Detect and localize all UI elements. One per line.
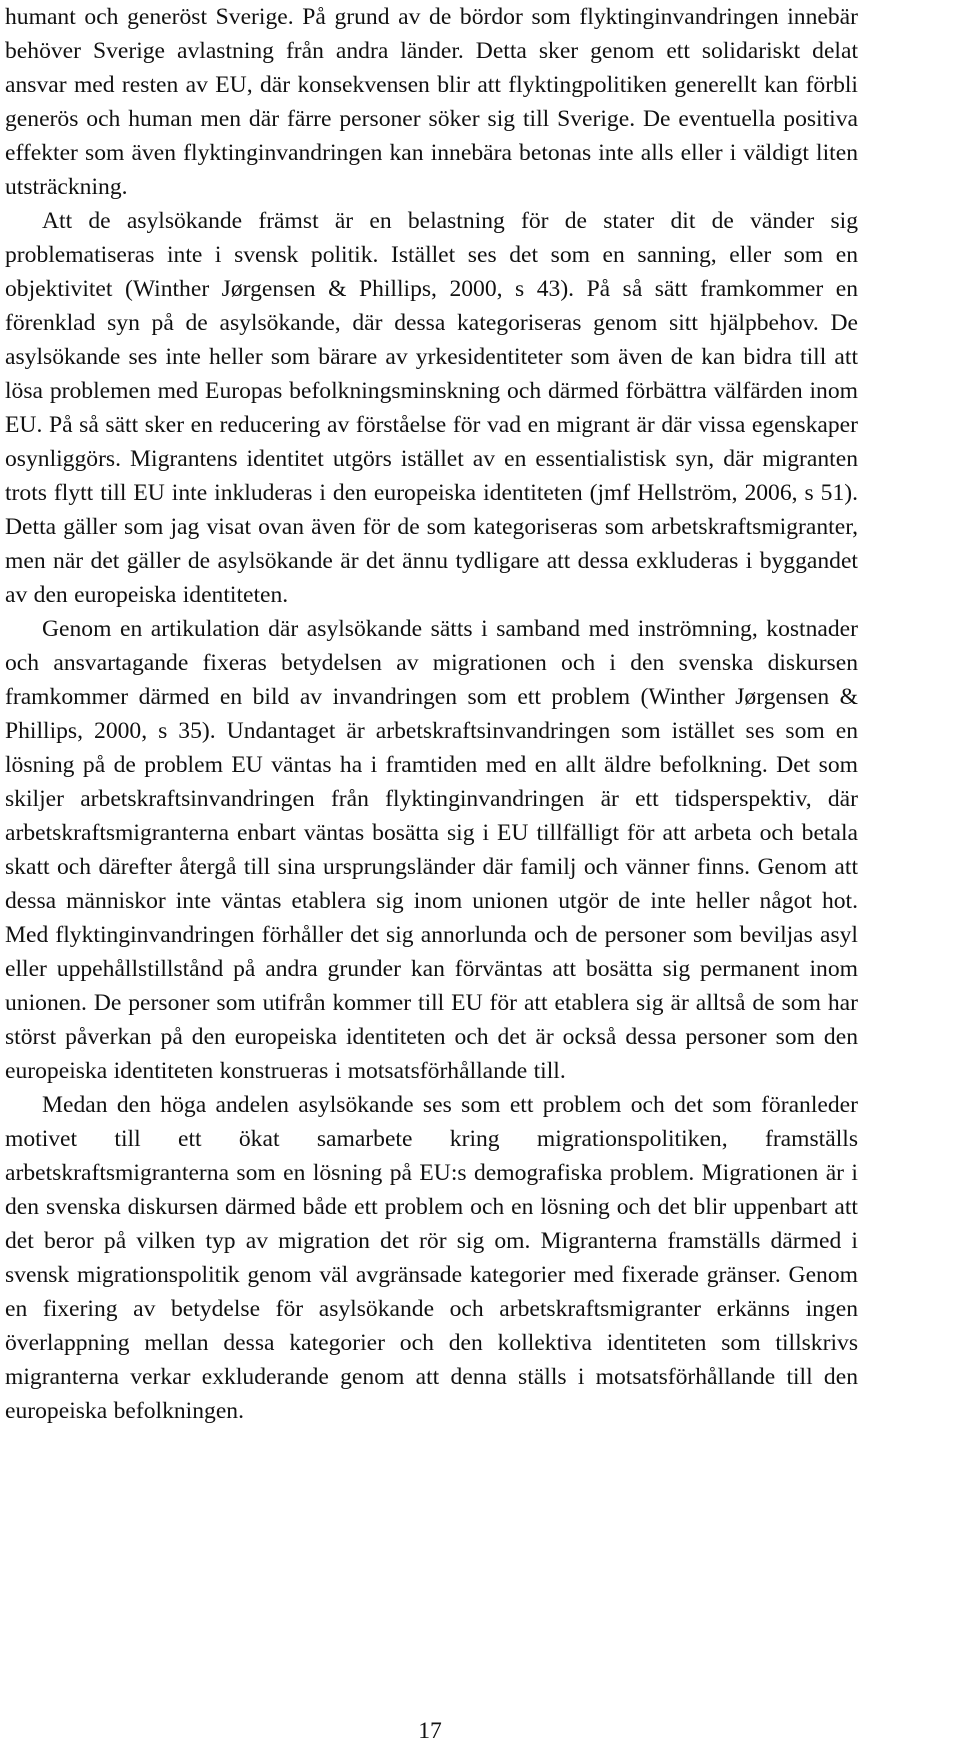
paragraph-3: Genom en artikulation där asylsökande sätts i samband med inströmning, kostnader och ansvartagande fixeras betydelsen av migrationen och i den svenska diskursen framkommer därmed en bild av invandringen som ett problem (Winther Jørgensen & Phillips, 2000, s 35). Undantaget är arbetskraftsinvandringen som istället ses som en lösning på de problem EU väntas ha i framtiden med en allt äldre befolkning. Det som skiljer arbetskraftsinvandringen från flyktinginvandringen är ett tidsperspektiv, där arbetskraftsmigranterna enbart väntas bosätta sig i EU tillfälligt för att arbeta och betala skatt och därefter återgå till sina ursprungsländer där familj och vänner finns. Genom att dessa människor inte väntas etablera sig inom unionen utgör de inte heller något hot. Med flyktinginvandringen förhåller det sig annorlunda och de personer som beviljas asyl eller uppehållstillstånd på andra grunder kan förväntas att bosätta sig permanent inom unionen. De personer som utifrån kommer till EU för att etablera sig är alltså de som har störst påverkan på den europeiska identiteten och det är också dessa personer som den europeiska identiteten konstrueras i motsatsförhållande till. xyxy=(5,616,858,1084)
paragraph-1: humant och generöst Sverige. På grund av de bördor som flyktinginvandringen innebär behöver Sverige avlastning från andra länder. Detta sker genom ett solidariskt delat ansvar med resten av EU, där konsekvensen blir att flyktingpolitiken generellt kan förbli generös och human men där färre personer söker sig till Sverige. De eventuella positiva effekter som även flyktinginvandringen kan innebära betonas inte alls eller i väldigt liten utsträckning. xyxy=(5,4,858,200)
document-page xyxy=(5,0,858,1428)
paragraph-2: Att de asylsökande främst är en belastning för de stater dit de vänder sig problematiseras inte i svensk politik. Istället ses det som en sanning, eller som en objektivitet (Winther Jørgensen & Phillips, 2000, s 43). På så sätt framkommer en förenklad syn på de asylsökande, där dessa kategoriseras genom sitt hjälpbehov. De asylsökande ses inte heller som bärare av yrkesidentiteter som även de kan bidra till att lösa problemen med Europas befolkningsminskning och därmed förbättra välfärden inom EU. På så sätt sker en reducering av förståelse för vad en migrant är där vissa egenskaper osynliggörs. Migrantens identitet utgörs istället av en essentialistisk syn, där migranten trots flytt till EU inte inkluderas i den europeiska identiteten (jmf Hellström, 2006, s 51). Detta gäller som jag visat ovan även för de som kategoriseras som arbetskraftsmigranter, men när det gäller de asylsökande är det ännu tydligare att dessa exkluderas i byggandet av den europeiska identiteten. xyxy=(5,208,858,608)
page-number: 17 xyxy=(418,1718,442,1744)
paragraph-4: Medan den höga andelen asylsökande ses som ett problem och det som föranleder motivet till ett ökat samarbete kring migrationspolitiken, framställs arbetskraftsmigranterna som en lösning på EU:s demografiska problem. Migrationen är i den svenska diskursen därmed både ett problem och en lösning och det blir uppenbart att det beror på vilken typ av migration det rör sig om. Migranterna framställs därmed i svensk migrationspolitik genom väl avgränsade kategorier med fixerade gränser. Genom en fixering av betydelse för asylsökande och arbetskraftsmigranter erkänns ingen överlappning mellan dessa kategorier och den kollektiva identiteten som tillskrivs migranterna verkar exkluderande genom att denna ställs i motsatsförhållande till den europeiska befolkningen. xyxy=(5,1092,858,1424)
